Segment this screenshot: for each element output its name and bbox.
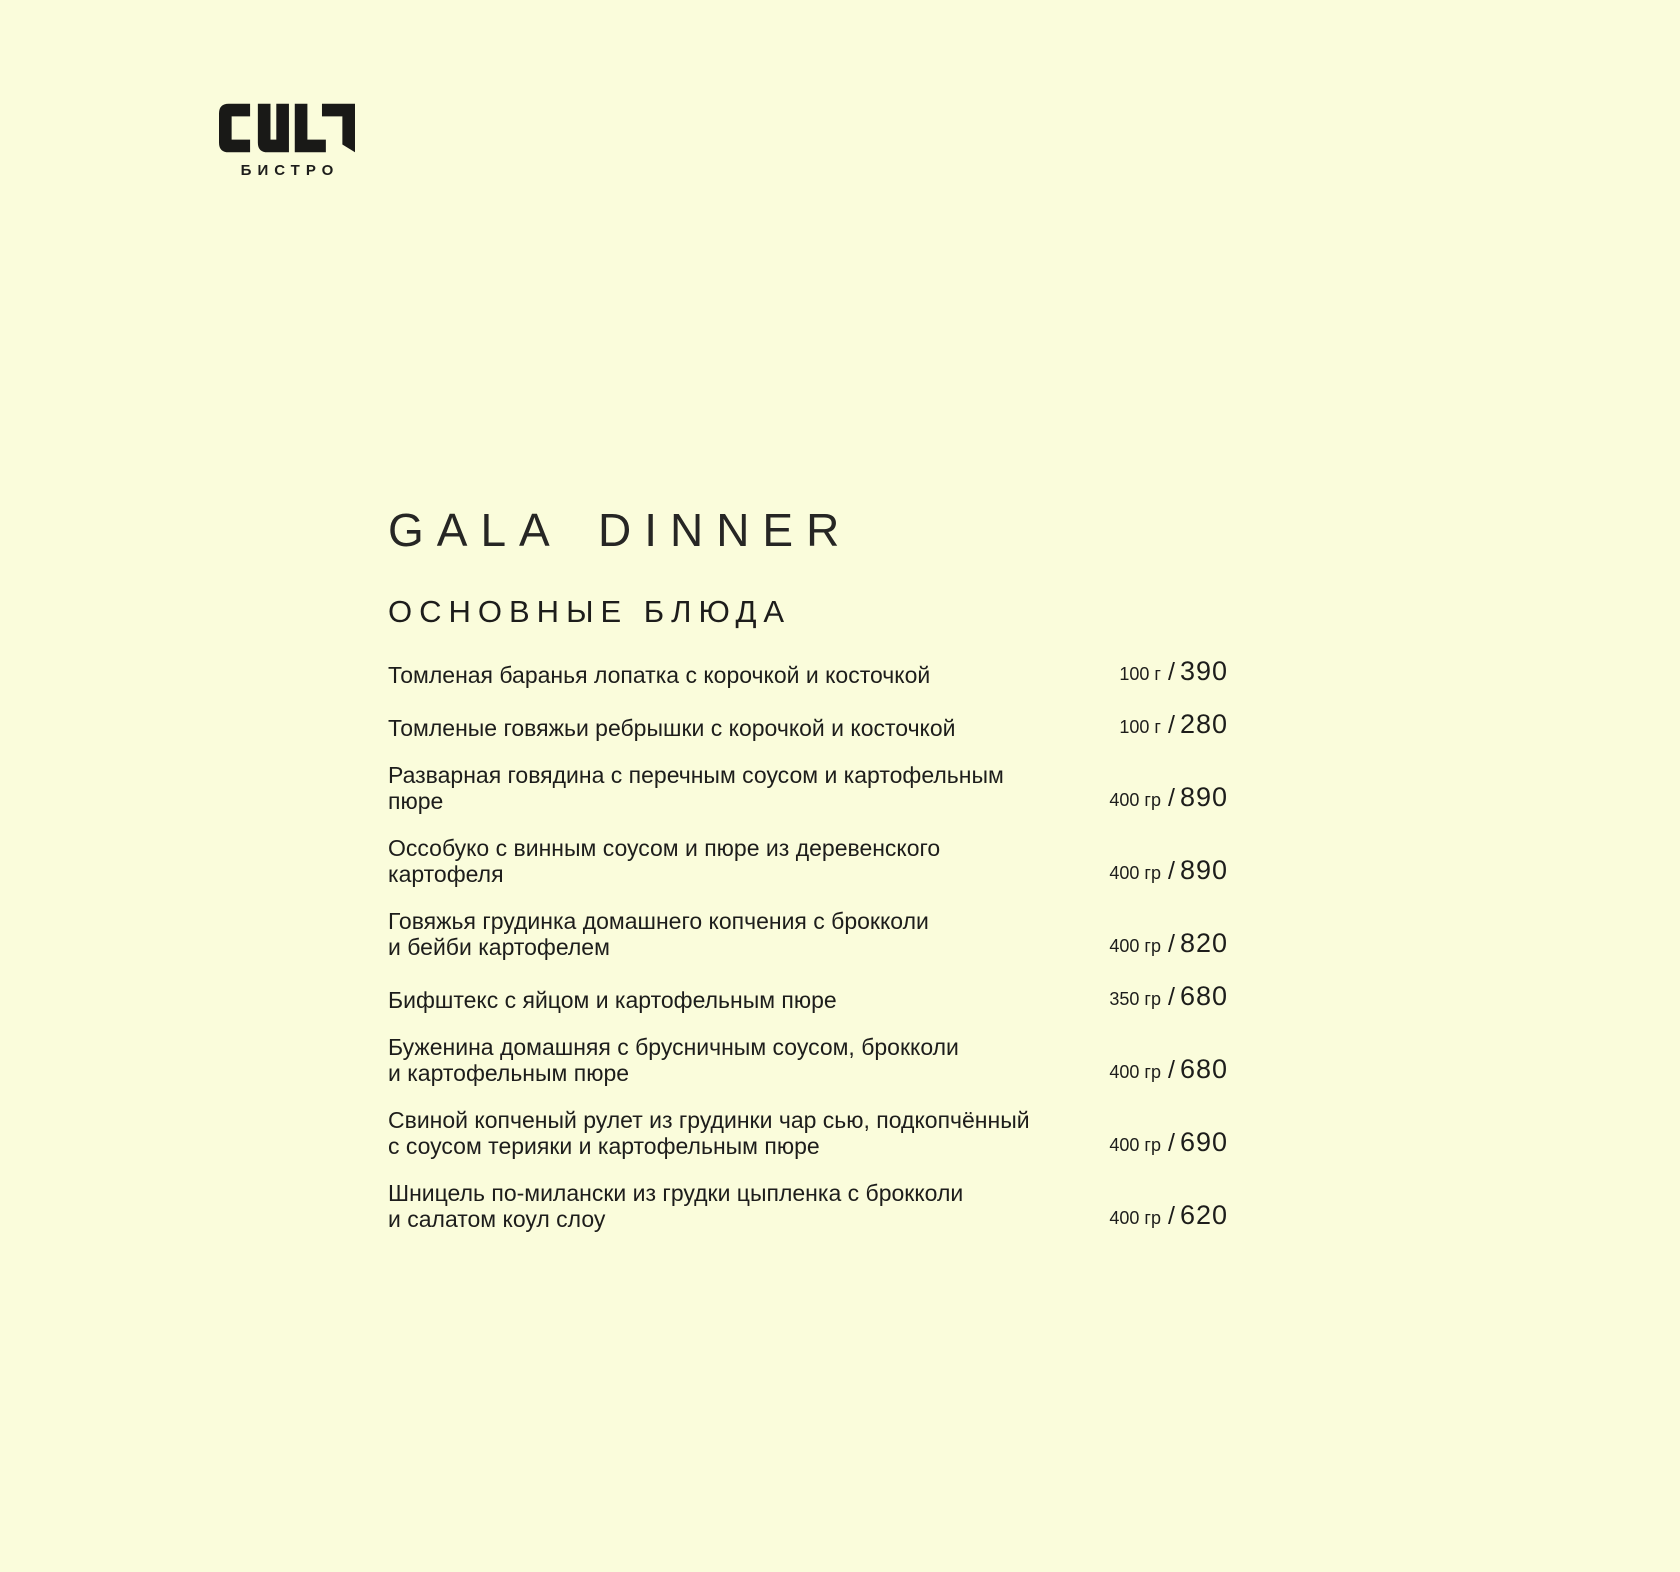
menu-item [388,835,1228,887]
menu-list [388,656,1228,1253]
dish-weight: 400 гр [1109,936,1161,956]
price-value: 620 [1179,1200,1228,1230]
price-value: 280 [1179,709,1228,739]
section-heading: ОСНОВНЫЕ БЛЮДА [388,594,792,629]
dish-name: Томленая баранья лопатка с корочкой и косточкой [388,662,931,688]
price-separator: / [1167,711,1175,739]
price-separator: / [1167,1056,1175,1084]
dish-name: Буженина домашняя с брусничным соусом, брокколи и картофельным пюре [388,1034,959,1086]
brand-logo [219,103,355,179]
price-value: 820 [1179,928,1228,958]
dish-weight: 100 г [1119,717,1161,737]
price-value: 390 [1179,656,1228,686]
menu-item [388,762,1228,814]
dish-price [1119,656,1228,688]
menu-item [388,1034,1228,1086]
menu-item [388,1107,1228,1159]
menu-item [388,1180,1228,1232]
dish-name: Разварная говядина с перечным соусом и картофельным пюре [388,762,1004,814]
dish-price [1109,782,1228,814]
price-separator: / [1167,784,1175,812]
dish-weight: 350 гр [1109,989,1161,1009]
price-separator: / [1167,930,1175,958]
dish-price [1109,1054,1228,1086]
dish-name: Шницель по-милански из грудки цыпленка с брокколи и салатом коул слоу [388,1180,964,1232]
dish-weight: 400 гр [1109,863,1161,883]
dish-price [1109,981,1228,1013]
dish-weight: 100 г [1119,664,1161,684]
price-value: 680 [1179,1054,1228,1084]
price-separator: / [1167,1129,1175,1157]
price-value: 690 [1179,1127,1228,1157]
cult-wordmark-icon [219,103,355,153]
price-separator: / [1167,857,1175,885]
dish-name: Томленые говяжьи ребрышки с корочкой и косточкой [388,715,956,741]
dish-name: Бифштекс с яйцом и картофельным пюре [388,987,837,1013]
dish-name: Оссобуко с винным соусом и пюре из деревенского картофеля [388,835,941,887]
dish-weight: 400 гр [1109,790,1161,810]
menu-item [388,981,1228,1013]
price-value: 680 [1179,981,1228,1011]
dish-price [1119,709,1228,741]
dish-price [1109,928,1228,960]
dish-price [1109,1200,1228,1232]
price-value: 890 [1179,855,1228,885]
price-separator: / [1167,658,1175,686]
dish-price [1109,1127,1228,1159]
dish-weight: 400 гр [1109,1062,1161,1082]
dish-weight: 400 гр [1109,1135,1161,1155]
page-title: GALA DINNER [388,504,853,556]
dish-price [1109,855,1228,887]
price-separator: / [1167,983,1175,1011]
dish-weight: 400 гр [1109,1208,1161,1228]
menu-item [388,656,1228,688]
menu-item [388,908,1228,960]
dish-name: Говяжья грудинка домашнего копчения с брокколи и бейби картофелем [388,908,929,960]
menu-item [388,709,1228,741]
price-separator: / [1167,1202,1175,1230]
price-value: 890 [1179,782,1228,812]
dish-name: Свиной копченый рулет из грудинки чар сью, подкопчённый с соусом терияки и картофельным пюре [388,1107,1030,1159]
brand-subtitle: БИСТРО [240,162,340,179]
